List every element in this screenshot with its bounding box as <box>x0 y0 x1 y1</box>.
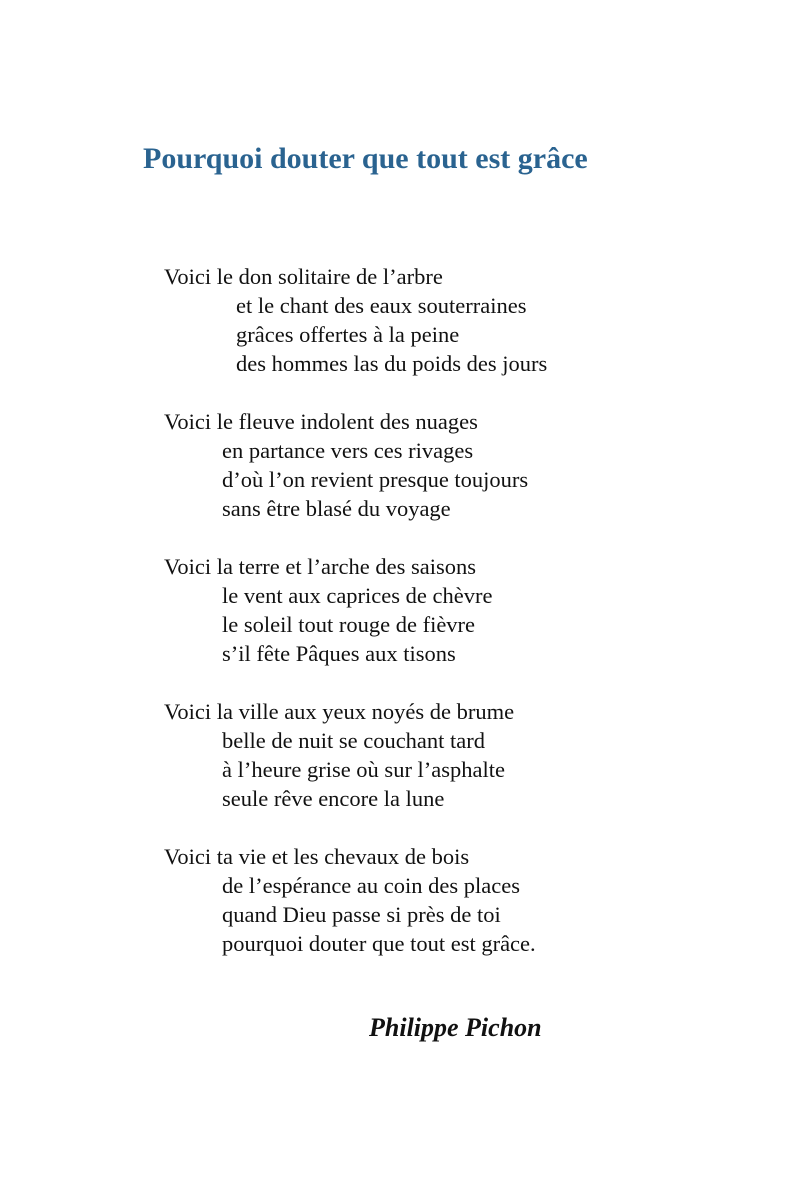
stanza-1 <box>164 262 764 378</box>
stanza-5 <box>164 842 764 958</box>
poem-body <box>164 262 764 987</box>
poem-line: des hommes las du poids des jours <box>236 351 548 376</box>
stanza-3 <box>164 552 764 668</box>
stanza-2 <box>164 407 764 523</box>
poem-line: de l’espérance au coin des places <box>222 873 520 898</box>
poem-line: et le chant des eaux souterraines <box>236 293 527 318</box>
poem-line: en partance vers ces rivages <box>222 438 474 463</box>
poem-line: quand Dieu passe si près de toi <box>222 902 501 927</box>
poem-line: d’où l’on revient presque toujours <box>222 467 529 492</box>
poem-line: Voici le don solitaire de l’arbre <box>164 264 443 289</box>
poem-line: Voici la ville aux yeux noyés de brume <box>164 699 515 724</box>
poem-line: Voici la terre et l’arche des saisons <box>164 554 476 579</box>
poem-line: s’il fête Pâques aux tisons <box>222 641 456 666</box>
poem-line: sans être blasé du voyage <box>222 496 451 521</box>
poem-line: belle de nuit se couchant tard <box>222 728 486 753</box>
poem-line: le soleil tout rouge de fièvre <box>222 612 476 637</box>
poem-line: Voici ta vie et les chevaux de bois <box>164 844 470 869</box>
poem-line: le vent aux caprices de chèvre <box>222 583 493 608</box>
poem-line: Voici le fleuve indolent des nuages <box>164 409 478 434</box>
stanza-4 <box>164 697 764 813</box>
poem-line: à l’heure grise où sur l’asphalte <box>222 757 506 782</box>
poem-line: grâces offertes à la peine <box>236 322 460 347</box>
poem-line: seule rêve encore la lune <box>222 786 445 811</box>
poem-title: Pourquoi douter que tout est grâce <box>143 142 588 175</box>
author-signature: Philippe Pichon <box>369 1013 542 1042</box>
poem-line: pourquoi douter que tout est grâce. <box>222 931 536 956</box>
